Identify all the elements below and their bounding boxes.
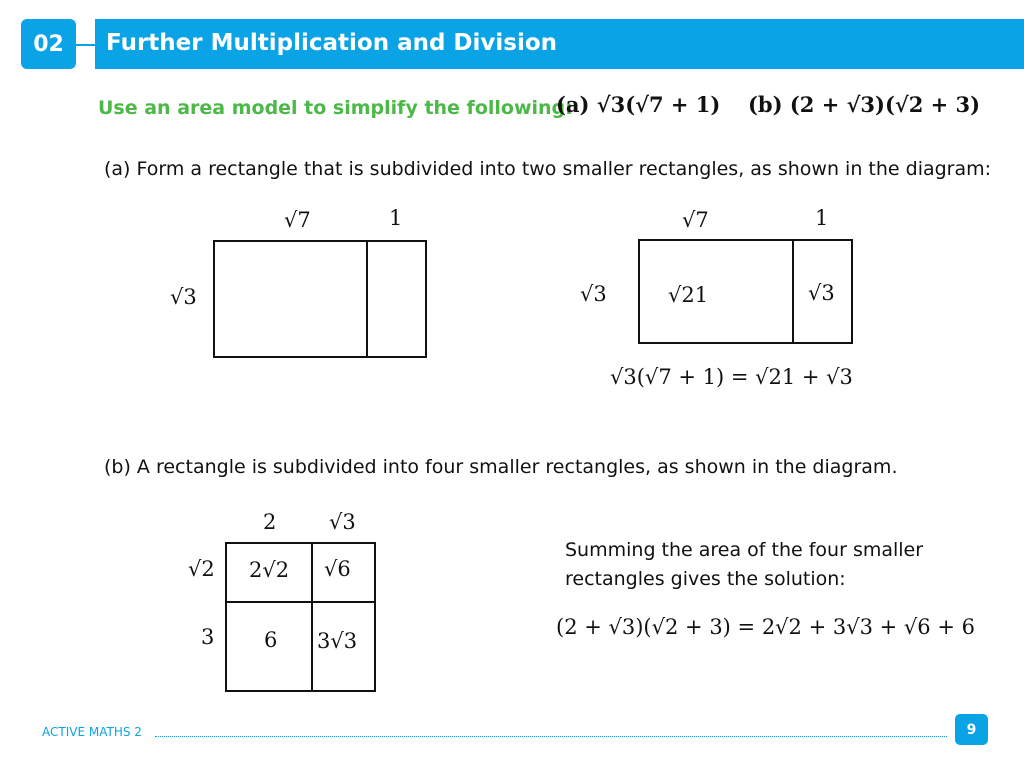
diagram3-cell-1: 2√2 [249, 558, 290, 582]
diagram1-top-label-2: 1 [389, 206, 403, 230]
diagram3-cell-2: √6 [324, 557, 351, 581]
diagram3-rectangle [225, 542, 376, 692]
diagram2-divider [792, 239, 794, 344]
diagram3-cell-3: 6 [264, 628, 278, 652]
diagram1-divider [366, 240, 368, 358]
footer-label: ACTIVE MATHS 2 [42, 725, 142, 739]
diagram1-top-label-1: √7 [284, 208, 311, 232]
example-a: (a) √3(√7 + 1) [556, 92, 721, 117]
diagram3-top-label-1: 2 [263, 510, 277, 534]
diagram2-top-label-2: 1 [815, 206, 829, 230]
page-number-badge: 9 [955, 714, 988, 745]
diagram3-side-label-1: √2 [188, 557, 215, 581]
header-connector [76, 44, 95, 46]
diagram1-side-label: √3 [170, 285, 197, 309]
instruction-text: Use an area model to simplify the following: [98, 97, 573, 119]
diagram1-rectangle [213, 240, 427, 358]
part-a-result: √3(√7 + 1) = √21 + √3 [610, 365, 853, 389]
diagram2-side-label: √3 [580, 282, 607, 306]
diagram2-cell-2: √3 [808, 281, 835, 305]
diagram3-top-label-2: √3 [329, 510, 356, 534]
part-b-result: (2 + √3)(√2 + 3) = 2√2 + 3√3 + √6 + 6 [556, 615, 975, 639]
diagram3-horizontal-divider [225, 601, 376, 603]
diagram3-cell-4: 3√3 [317, 629, 358, 653]
diagram2-cell-1: √21 [668, 283, 709, 307]
example-b: (b) (2 + √3)(√2 + 3) [748, 92, 981, 117]
diagram2-top-label-1: √7 [682, 208, 709, 232]
summary-text: Summing the area of the four smaller rectangles gives the solution: [565, 539, 924, 590]
diagram3-vertical-divider [311, 542, 313, 692]
diagram3-side-label-2: 3 [201, 625, 215, 649]
footer-divider [155, 736, 947, 737]
part-a-text: (a) Form a rectangle that is subdivided into two smaller rectangles, as shown in the diagram: [104, 158, 992, 180]
part-b-text: (b) A rectangle is subdivided into four smaller rectangles, as shown in the diagram. [104, 456, 898, 478]
section-number-badge: 02 [21, 19, 76, 69]
page-title: Further Multiplication and Division [106, 30, 558, 56]
